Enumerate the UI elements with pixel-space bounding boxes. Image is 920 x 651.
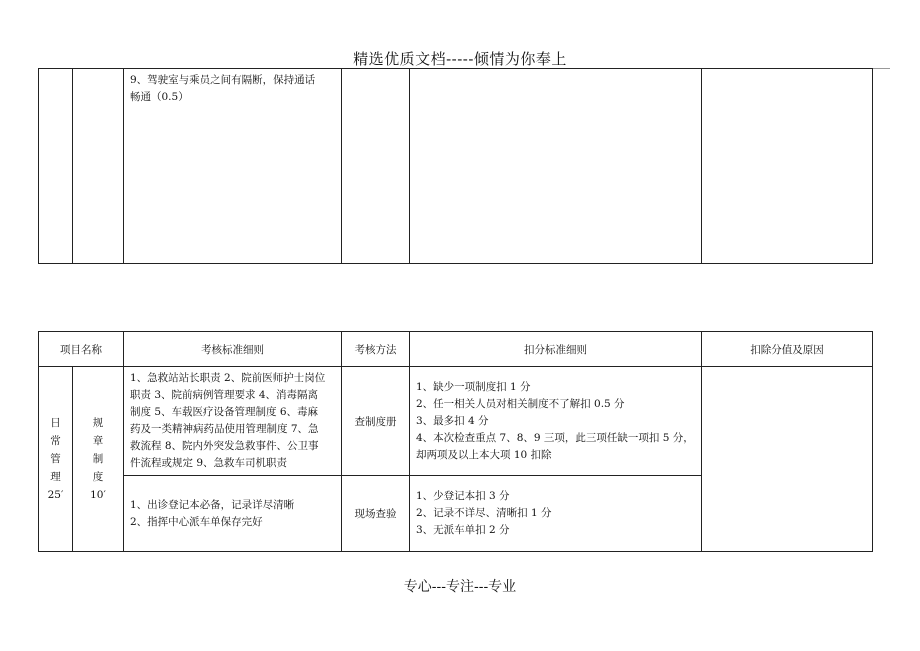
- deduction-cell: [410, 476, 702, 552]
- subcategory-char: 制: [92, 453, 104, 465]
- category-char: 常: [50, 435, 61, 447]
- subcategory-char: 规: [92, 417, 104, 429]
- criteria-text: [124, 494, 341, 534]
- category-char: 日: [50, 417, 61, 429]
- deduction-line: 1、缺少一项制度扣 1 分: [416, 380, 531, 393]
- header-criteria: 考核标准细则: [124, 332, 342, 367]
- reason-cell: [702, 69, 873, 264]
- table-row: [39, 69, 873, 264]
- criteria-line: 救流程 8、院内外突发急救事件、公卫事: [130, 440, 319, 452]
- criteria-cell: [124, 476, 342, 552]
- continuation-table: [38, 68, 873, 264]
- method-cell: [342, 69, 410, 264]
- criteria-line: 1、出诊登记本必备，记录详尽清晰: [130, 498, 295, 511]
- method-cell: 查制度册: [342, 367, 410, 476]
- table-row: [39, 367, 873, 476]
- header-reason: 扣除分值及原因: [702, 332, 873, 367]
- deduction-text: [410, 485, 701, 542]
- criteria-line: 9、驾驶室与乘员之间有隔断，保持通话: [130, 74, 316, 86]
- deduction-line: 1、少登记本扣 3 分: [416, 490, 510, 502]
- assessment-table: [38, 331, 873, 552]
- header-method: 考核方法: [342, 332, 410, 367]
- criteria-line: 制度 5、车载医疗设备管理制度 6、毒麻: [130, 406, 319, 418]
- criteria-line: 药及一类精神病药品使用管理制度 7、急: [130, 423, 319, 435]
- subcategory-cell: [73, 69, 124, 264]
- category-char: 理: [50, 471, 61, 483]
- subcategory-cell: [73, 367, 124, 552]
- deduction-cell: [410, 367, 702, 476]
- deduction-line: 3、无派车单扣 2 分: [416, 524, 510, 536]
- deduction-cell: [410, 69, 702, 264]
- category-char: 管: [50, 453, 61, 465]
- deduction-line: 3、最多扣 4 分: [416, 414, 489, 427]
- page-footer: 专心---专注---专业: [403, 579, 517, 595]
- criteria-line: 职责 3、院前病例管理要求 4、消毒隔离: [130, 389, 319, 401]
- header-project-name: 项目名称: [39, 332, 124, 367]
- method-cell: 现场查验: [342, 476, 410, 552]
- deduction-line: 2、记录不详尽、清晰扣 1 分: [416, 507, 552, 519]
- deduction-line: 却两项及以上本大项 10 扣除: [416, 448, 552, 461]
- criteria-line: 件流程或规定 9、急救车司机职责: [130, 457, 288, 469]
- deduction-line: 2、任一相关人员对相关制度不了解扣 0.5 分: [416, 397, 625, 410]
- deduction-text: [410, 376, 701, 467]
- criteria-cell: [124, 367, 342, 476]
- subcategory-char: 度: [92, 471, 104, 483]
- criteria-text: [124, 367, 341, 475]
- criteria-line: 2、指挥中心派车单保存完好: [130, 515, 263, 528]
- criteria-cell: [124, 69, 342, 264]
- category-cell: [39, 69, 73, 264]
- criteria-line: 1、急救站站长职责 2、院前医师护士岗位: [130, 372, 326, 384]
- page-header: 精选优质文档-----倾情为你奉上: [353, 50, 567, 68]
- criteria-line: 畅通（0.5）: [130, 91, 189, 103]
- category-score: 25′: [47, 489, 64, 501]
- header-row: [39, 332, 873, 367]
- subcategory-score: 10′: [90, 489, 106, 501]
- deduction-line: 4、本次检查重点 7、8、9 三项，此三项任缺一项扣 5 分，: [416, 431, 694, 444]
- header-deduction: 扣分标准细则: [410, 332, 702, 367]
- subcategory-char: 章: [92, 435, 104, 447]
- category-cell: [39, 367, 73, 552]
- criteria-text: [124, 69, 341, 109]
- reason-cell: [702, 367, 873, 552]
